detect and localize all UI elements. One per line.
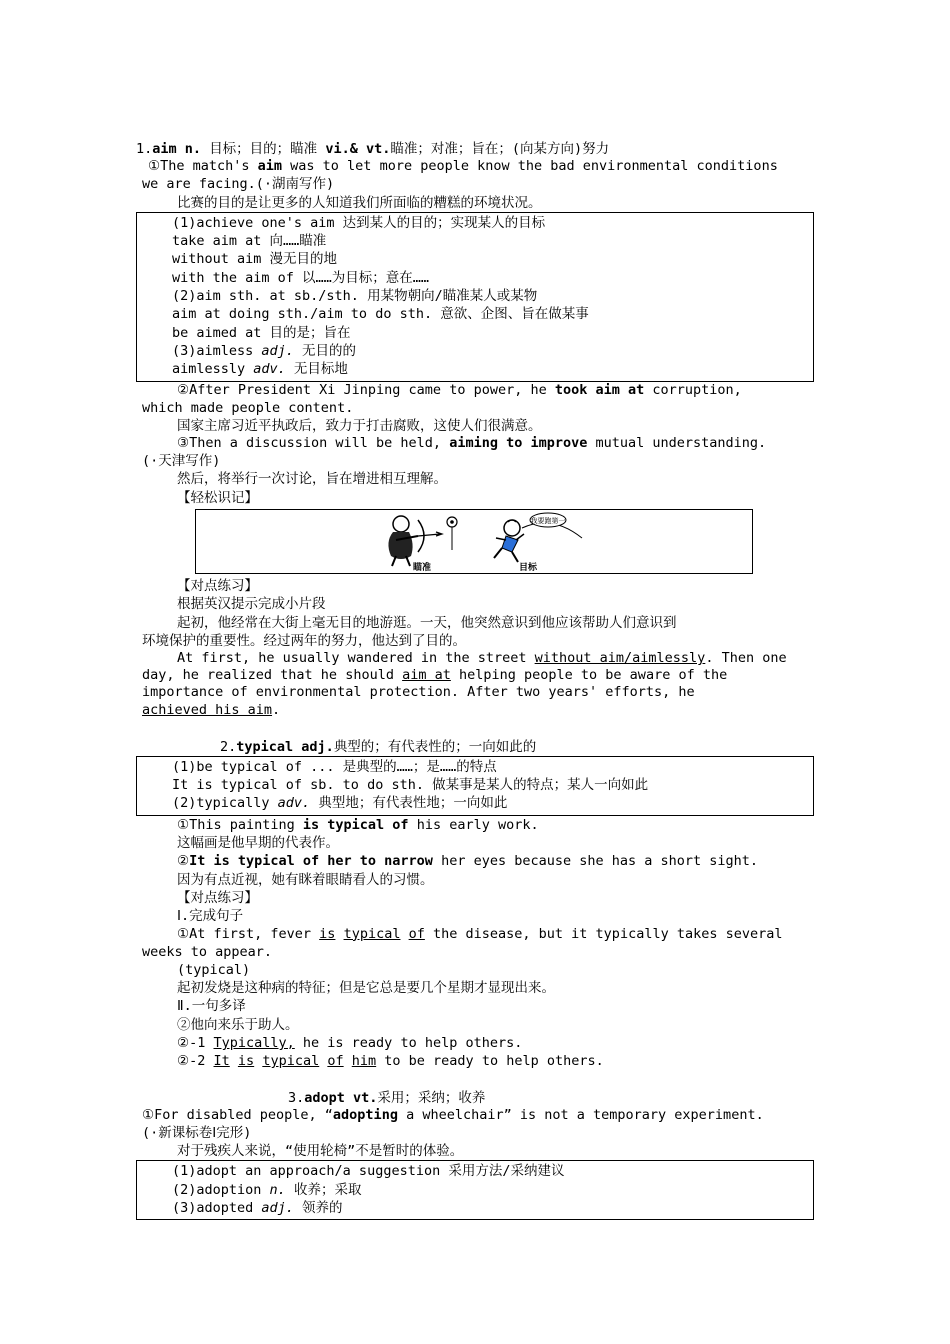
- usage-line: (2)typically adv. 典型地；有代表性地；一向如此: [172, 795, 508, 812]
- practice-en: importance of environmental protection. After two years' efforts, he: [142, 684, 695, 701]
- part-of-speech: vi.& vt.: [325, 141, 391, 157]
- memo-title: 【轻松识记】: [177, 489, 258, 506]
- usage-line: without aim 漫无目的地: [172, 251, 338, 268]
- example-sentence: ①This painting is typical of his early work.: [177, 816, 539, 833]
- practice-hint: (typical): [177, 961, 251, 978]
- practice-cn: 环境保护的重要性。经过两年的努力，他达到了目的。: [142, 632, 466, 649]
- usage-line: It is typical of sb. to do sth. 做某事是某人的特点；某人一向如此: [172, 777, 649, 794]
- example-sentence: ②After President Xi Jinping came to power, he took aim at corruption,: [177, 381, 742, 398]
- entry-number: 1.: [136, 141, 153, 157]
- entry-aim-heading: [136, 140, 812, 158]
- headword-meaning: 瞄准；对准；旨在；(向某方向)努力: [390, 141, 610, 157]
- practice-en: At first, he usually wandered in the street without aim/aimlessly. Then one: [177, 650, 787, 667]
- memo-illustration: [196, 510, 752, 573]
- practice-cn: 起初，他经常在大街上毫无目的地游逛。一天，他突然意识到他应该帮助人们意识到: [177, 614, 677, 631]
- answer-blank: is: [237, 1053, 255, 1070]
- practice-prompt: ②他向来乐于助人。: [177, 1016, 299, 1033]
- usage-line: (2)adoption n. 收养；采取: [172, 1181, 362, 1198]
- example-translation: 国家主席习近平执政后，致力于打击腐败，这使人们很满意。: [177, 417, 542, 434]
- usage-line: aim at doing sth./aim to do sth. 意欲、企图、旨在做某事: [172, 306, 589, 323]
- answer-blank: is: [319, 925, 336, 942]
- answer-blank: him: [351, 1053, 377, 1070]
- example-translation: 比赛的目的是让更多的人知道我们所面临的糟糕的环境状况。: [177, 194, 542, 211]
- example-sentence: ③Then a discussion will be held, aiming to improve mutual understanding.: [177, 435, 767, 452]
- practice-intro: 根据英汉提示完成小片段: [177, 596, 326, 613]
- practice-sentence-cont: weeks to appear.: [142, 943, 273, 960]
- headword: aim n.: [152, 141, 202, 157]
- usage-line: be aimed at 目的是；旨在: [172, 324, 351, 341]
- memo-label-target: 目标: [518, 563, 538, 574]
- answer-blank: typical: [343, 925, 401, 942]
- runner-figure: [494, 513, 582, 562]
- usage-line: (1)achieve one's aim 达到某人的目的；实现某人的目标: [172, 214, 546, 231]
- practice-translation: 起初发烧是这种病的特征；但是它总是要几个星期才显现出来。: [177, 980, 555, 997]
- usage-line: (1)adopt an approach/a suggestion 采用方法/采纳建议: [172, 1163, 565, 1180]
- answer-blank: achieved his aim: [142, 702, 273, 719]
- headword-meaning: 典型的；有代表性的；一向如此的: [333, 738, 537, 755]
- archer-figure: [388, 516, 442, 566]
- practice-en: achieved his aim.: [142, 702, 281, 719]
- usage-line: aimlessly adv. 无目标地: [172, 361, 348, 378]
- usage-line: (3)aimless adj. 无目的的: [172, 342, 357, 359]
- headword: typical adj.: [236, 738, 334, 755]
- usage-box: [136, 212, 814, 382]
- answer-blank: of: [327, 1053, 344, 1070]
- example-sentence: ①For disabled people, “adopting a wheelchair” is not a temporary experiment.: [142, 1106, 764, 1123]
- target-marker: [447, 517, 457, 550]
- practice-en: day, he realized that he should aim at helping people to be aware of the: [142, 667, 728, 684]
- practice-title: 【对点练习】: [177, 578, 258, 595]
- answer-blank: typical: [262, 1053, 320, 1070]
- usage-box: [136, 756, 814, 816]
- usage-box: [136, 1160, 814, 1220]
- usage-line: (3)adopted adj. 领养的: [172, 1200, 343, 1217]
- practice-sentence: ①At first, fever is typical of the disease, but it typically takes several: [177, 925, 783, 942]
- answer-blank: Typically,: [213, 1034, 295, 1051]
- memo-illustration-box: [195, 509, 753, 574]
- practice-answer: ②-1 Typically, he is ready to help others.: [177, 1034, 523, 1051]
- example-sentence-cont: which made people content.: [142, 399, 354, 416]
- answer-blank: without aim/aimlessly: [534, 650, 706, 667]
- example-sentence-cont: we are facing.(·湖南写作): [142, 176, 335, 193]
- answer-blank: aim at: [402, 667, 451, 684]
- headword-meaning: 目标；目的；瞄准: [209, 141, 326, 157]
- practice-title: 【对点练习】: [177, 889, 258, 906]
- answer-blank: of: [408, 925, 425, 942]
- example-source: (·新课标卷Ⅰ完形): [142, 1124, 252, 1141]
- entry-adopt-heading: 3.adopt vt.采用；采纳；收养: [288, 1089, 486, 1106]
- practice-subtitle: Ⅰ.完成句子: [177, 908, 244, 925]
- practice-answer: ②-2 It is typical of him to be ready to help others.: [177, 1053, 604, 1070]
- example-translation: 然后，将举行一次讨论，旨在增进相互理解。: [177, 471, 447, 488]
- memo-label-aim: 瞄准: [412, 563, 432, 574]
- example-translation: 因为有点近视，她有眯着眼睛看人的习惯。: [177, 871, 434, 888]
- usage-line: (2)aim sth. at sb./sth. 用某物朝向/瞄准某人或某物: [172, 288, 538, 305]
- usage-line: with the aim of 以……为目标；意在……: [172, 269, 430, 286]
- entry-typical-heading: 2.typical adj.典型的；有代表性的；一向如此的: [220, 738, 537, 755]
- practice-subtitle: Ⅱ.一句多译: [177, 998, 246, 1015]
- headword-meaning: 采用；采纳；收养: [377, 1089, 486, 1106]
- headword: adopt vt.: [304, 1089, 378, 1106]
- document-page: [136, 140, 812, 1220]
- example-translation: 这幅画是他早期的代表作。: [177, 835, 339, 852]
- usage-line: (1)be typical of ... 是典型的……；是……的特点: [172, 758, 497, 775]
- speech-bubble-text: 我要跑第一: [530, 517, 566, 526]
- usage-line: take aim at 向……瞄准: [172, 233, 327, 250]
- example-source: (·天津写作): [142, 453, 221, 470]
- answer-blank: It: [213, 1053, 230, 1070]
- example-sentence: ②It is typical of her to narrow her eyes because she has a short sight.: [177, 853, 759, 870]
- example-translation: 对于残疾人来说，“使用轮椅”不是暂时的体验。: [177, 1143, 464, 1160]
- example-sentence: ①The match's aim was to let more people know the bad environmental conditions: [148, 158, 778, 175]
